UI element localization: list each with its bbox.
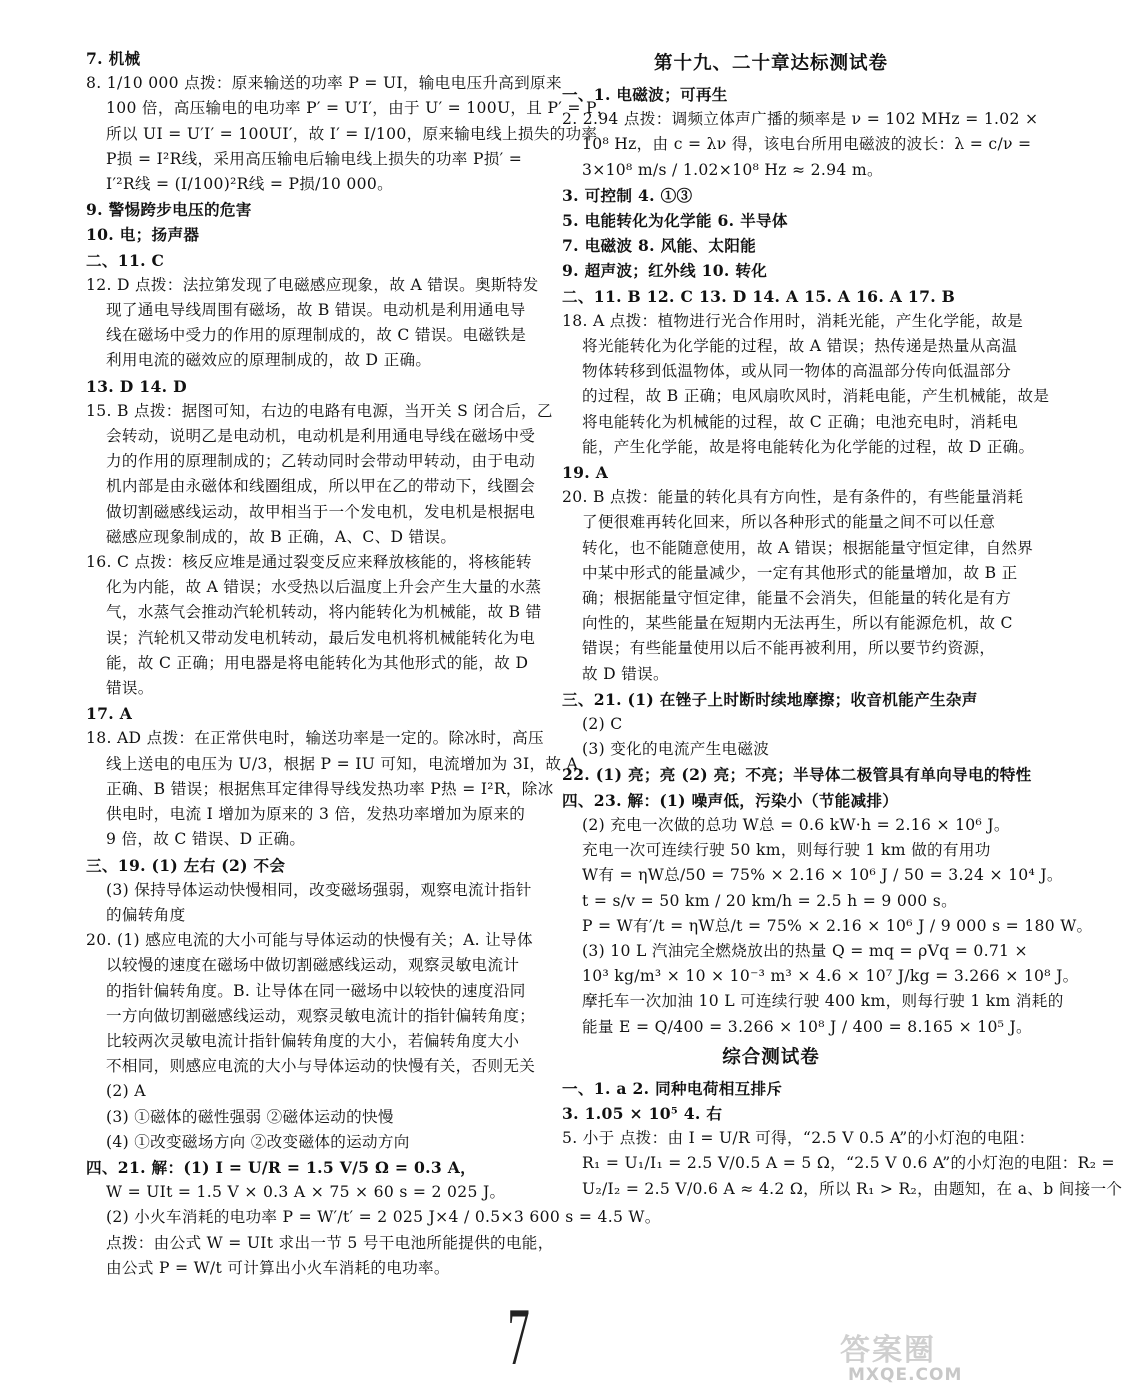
text-line: 5. 电能转化为化学能 6. 半导体 [562,211,788,231]
watermark-url: MXQE.COM [848,1365,963,1385]
text-line: 气，水蒸气会推动汽轮机转动，将内能转化为机械能，故 B 错 [106,603,542,622]
text-line: 9. 超声波；红外线 10. 转化 [562,261,768,281]
text-line: 7. 机械 [86,49,141,68]
text-line: 不相同，则感应电流的大小与导体运动的快慢有关，否则无关 [106,1057,536,1076]
text-line: 2. 2.94 点拨：调频立体声广播的频率是 ν = 102 MHz = 1.02 × [562,110,1039,129]
text-line: 转化，也不能随意使用，故 A 错误；根据能量守恒定律，自然界 [582,538,1034,557]
text-line: 能，故 C 正确；用电器是将电能转化为其他形式的能，故 D [106,653,529,672]
text-line: 误；汽轮机又带动发电机转动，最后发电机将机械能转化为电 [106,628,536,647]
text-line: P = W有′/t = ηW总/t = 75% × 2.16 × 10⁶ J / 9 000 s = 180 W。 [582,916,1093,935]
text-line: 5. 小于 点拨：由 I = U/R 可得，“2.5 V 0.5 A”的小灯泡的电阻： [562,1129,1035,1148]
watermark-logo-text: 答案圈 [840,1333,936,1368]
text-line: 10. 电；扬声器 [86,225,200,245]
text-line: 正确、B 错误；根据焦耳定律得导线发热功率 P热 = I²R，除冰 [106,779,554,798]
text-line: (3) 10 L 汽油完全燃烧放出的热量 Q = mq = ρVq = 0.71 × [582,941,1028,960]
text-line: 的偏转角度 [106,905,186,924]
section-title: 综合测试卷 [722,1046,820,1068]
text-line: 四、23. 解：(1) 噪声低，污染小（节能减排） [562,790,899,810]
text-line: 机内部是由永磁体和线圈组成，所以甲在乙的带动下，线圈会 [106,477,536,496]
text-line: 一、1. 电磁波；可再生 [562,85,728,104]
text-line: 做切割磁感线运动，故甲相当于一个发电机，发电机是根据电 [106,502,536,521]
text-line: 3. 可控制 4. ①③ [562,185,693,205]
text-line: 错误；有些能量使用以后不能再被利用，所以要节约资源， [582,639,996,658]
text-line: 力的作用的原理制成的；乙转动同时会带动甲转动，由于电动 [106,452,536,471]
text-line: 3×10⁸ m/s / 1.02×10⁸ Hz ≈ 2.94 m。 [582,160,883,179]
text-line: 17. A [86,704,133,724]
text-line: 16. C 点拨：核反应堆是通过裂变反应来释放核能的，将核能转 [86,553,532,572]
text-line: 供电时，电流 I 增加为原来的 3 倍，发热功率增加为原来的 [106,805,526,824]
text-line: W = UIt = 1.5 V × 0.3 A × 75 × 60 s = 2 025 J。 [106,1183,506,1202]
text-line: R₁ = U₁/I₁ = 2.5 V/0.5 A = 5 Ω，“2.5 V 0.6 A”的小灯泡的电阻：R₂ = [582,1154,1115,1173]
text-line: 点拨：由公式 W = UIt 求出一节 5 号干电池所能提供的电能， [106,1233,554,1252]
text-line: 确；根据能量守恒定律，能量不会消失，但能量的转化是有方 [582,589,1012,608]
text-line: 二、11. B 12. C 13. D 14. A 15. A 16. A 17. B [562,286,956,306]
text-line: I′²R线 = (I/100)²R线 = P损/10 000。 [106,175,393,194]
text-line: 三、21. (1) 在锉子上时断时续地摩擦；收音机能产生杂声 [562,689,978,709]
text-line: 的指针偏转角度。B. 让导体在同一磁场中以较快的速度沿同 [106,981,526,1000]
text-line: 所以 UI = U′I′ = 100UI′，故 I′ = I/100，原来输电线上损失的功率 [106,124,598,143]
text-line: W有 = ηW总/50 = 75% × 2.16 × 10⁶ J / 50 = 3.24 × 10⁴ J。 [582,866,1063,885]
text-line: 20. (1) 感应电流的大小可能与导体运动的快慢有关；A. 让导体 [86,931,533,950]
text-line: 10³ kg/m³ × 10 × 10⁻³ m³ × 4.6 × 10⁷ J/kg = 3.266 × 10⁸ J。 [582,967,1079,986]
text-line: (2) 充电一次做的总功 W总 = 0.6 kW·h = 2.16 × 10⁶ J。 [582,815,1010,834]
text-line: 18. AD 点拨：在正常供电时，输送功率是一定的。除冰时，高压 [86,729,544,748]
text-line: 将电能转化为机械能的过程，故 C 正确；电池充电时，消耗电 [582,412,1018,431]
text-line: 100 倍，高压输电的电功率 P′ = U′I′，由于 U′ = 100U，且 P′ = P， [106,99,613,118]
text-line: 一方向做切割磁感线运动，观察灵敏电流计的指针偏转角度； [106,1006,536,1025]
text-line: 磁感应现象制成的，故 B 正确，A、C、D 错误。 [106,527,457,546]
text-line: 比较两次灵敏电流计指针偏转角度的大小，若偏转角度大小 [106,1031,520,1050]
site-watermark [840,1325,990,1393]
text-line: U₂/I₂ = 2.5 V/0.6 A ≈ 4.2 Ω，所以 R₁ > R₂，由题知，在 a、b 间接一个 [582,1179,1122,1198]
text-line: (3) 保持导体运动快慢相同，改变磁场强弱，观察电流计指针 [106,880,532,899]
text-line: 13. D 14. D [86,376,187,396]
text-line: 了便很难再转化回来，所以各种形式的能量之间不可以任意 [582,513,996,532]
text-line: 10⁸ Hz，由 c = λν 得，该电台所用电磁波的波长：λ = c/ν = [582,135,1032,154]
text-line: P损 = I²R线，采用高压输电后输电线上损失的功率 P损′ = [106,149,523,168]
text-line: 充电一次可连续行驶 50 km，则每行驶 1 km 做的有用功 [582,841,991,860]
text-line: 线上送电的电压为 U/3，根据 P = IU 可知，电流增加为 3I，故 A [106,754,579,773]
text-line: 错误。 [106,679,154,698]
text-line: 20. B 点拨：能量的转化具有方向性，是有条件的，有些能量消耗 [562,488,1024,507]
text-line: 18. A 点拨：植物进行光合作用时，消耗光能，产生化学能，故是 [562,311,1024,330]
text-line: 能，产生化学能，故是将电能转化为化学能的过程，故 D 正确。 [582,437,1035,456]
text-line: 物体转移到低温物体，或从同一物体的高温部分传向低温部分 [582,362,1012,381]
text-line: 会转动，说明乙是电动机，电动机是利用通电导线在磁场中受 [106,427,536,446]
text-line: 22. (1) 亮；亮 (2) 亮；不亮；半导体二极管具有单向导电的特性 [562,765,1032,785]
text-line: 化为内能，故 A 错误；水受热以后温度上升会产生大量的水蒸 [106,578,542,597]
text-line: 19. A [562,463,609,483]
text-line: (2) A [106,1082,146,1101]
text-line: 三、19. (1) 左右 (2) 不会 [86,855,286,875]
text-line: (4) ①改变磁场方向 ②改变磁体的运动方向 [106,1132,410,1151]
text-line: 9. 警惕跨步电压的危害 [86,200,252,220]
text-line: 能量 E = Q/400 = 3.266 × 10⁸ J / 400 = 8.165 × 10⁵ J。 [582,1017,1032,1036]
text-line: (3) 变化的电流产生电磁波 [582,740,770,759]
text-line: 15. B 点拨：据图可知，右边的电路有电源，当开关 S 闭合后，乙 [86,401,553,420]
text-line: 8. 1/10 000 点拨：原来输送的功率 P = UI，输电电压升高到原来 [86,74,562,93]
text-line: 现了通电导线周围有磁场，故 B 错误。电动机是利用通电导 [106,301,526,320]
text-line: 9 倍，故 C 错误、D 正确。 [106,830,306,849]
text-line: 将光能转化为化学能的过程，故 A 错误；热传递是热量从高温 [582,337,1018,356]
section-title: 第十九、二十章达标测试卷 [653,53,888,74]
text-line: (3) ①磁体的磁性强弱 ②磁体运动的快慢 [106,1107,394,1126]
text-line: 以较慢的速度在磁场中做切割磁感线运动，观察灵敏电流计 [106,956,520,975]
text-line: 摩托车一次加油 10 L 可连续行驶 400 km，则每行驶 1 km 消耗的 [582,992,1064,1011]
text-line: 中某中形式的能量减少，一定有其他形式的能量增加，故 B 正 [582,563,1018,582]
text-line: 向性的，某些能量在短期内无法再生，所以有能源危机，故 C [582,614,1013,633]
text-line: 7. 电磁波 8. 风能、太阳能 [562,236,756,256]
text-line: 四、21. 解：(1) I = U/R = 1.5 V/5 Ω = 0.3 A， [86,1157,477,1177]
text-line: 3. 1.05 × 10⁵ 4. 右 [562,1103,723,1123]
text-line: (2) C [582,715,623,734]
text-line: (2) 小火车消耗的电功率 P = W′/t′ = 2 025 J×4 / 0.5×3 600 s = 4.5 W。 [106,1208,661,1227]
text-line: 线在磁场中受力的作用的原理制成的，故 C 错误。电磁铁是 [106,326,527,345]
text-line: 的过程，故 B 正确；电风扇吹风时，消耗电能，产生机械能，故是 [582,387,1050,406]
page-number: 7 [507,1291,530,1382]
text-line: t = s/v = 50 km / 20 km/h = 2.5 h = 9 000 s。 [582,891,957,910]
right-column [562,46,1122,1202]
text-line: 二、11. C [86,250,165,270]
text-line: 12. D 点拨：法拉第发现了电磁感应现象，故 A 错误。奥斯特发 [86,275,539,294]
text-line: 利用电流的磁效应的原理制成的，故 D 正确。 [106,351,432,370]
text-line: 一、1. a 2. 同种电荷相互排斥 [562,1078,783,1098]
text-line: 由公式 P = W/t 可计算出小火车消耗的电功率。 [106,1258,450,1277]
text-line: 故 D 错误。 [582,664,669,683]
